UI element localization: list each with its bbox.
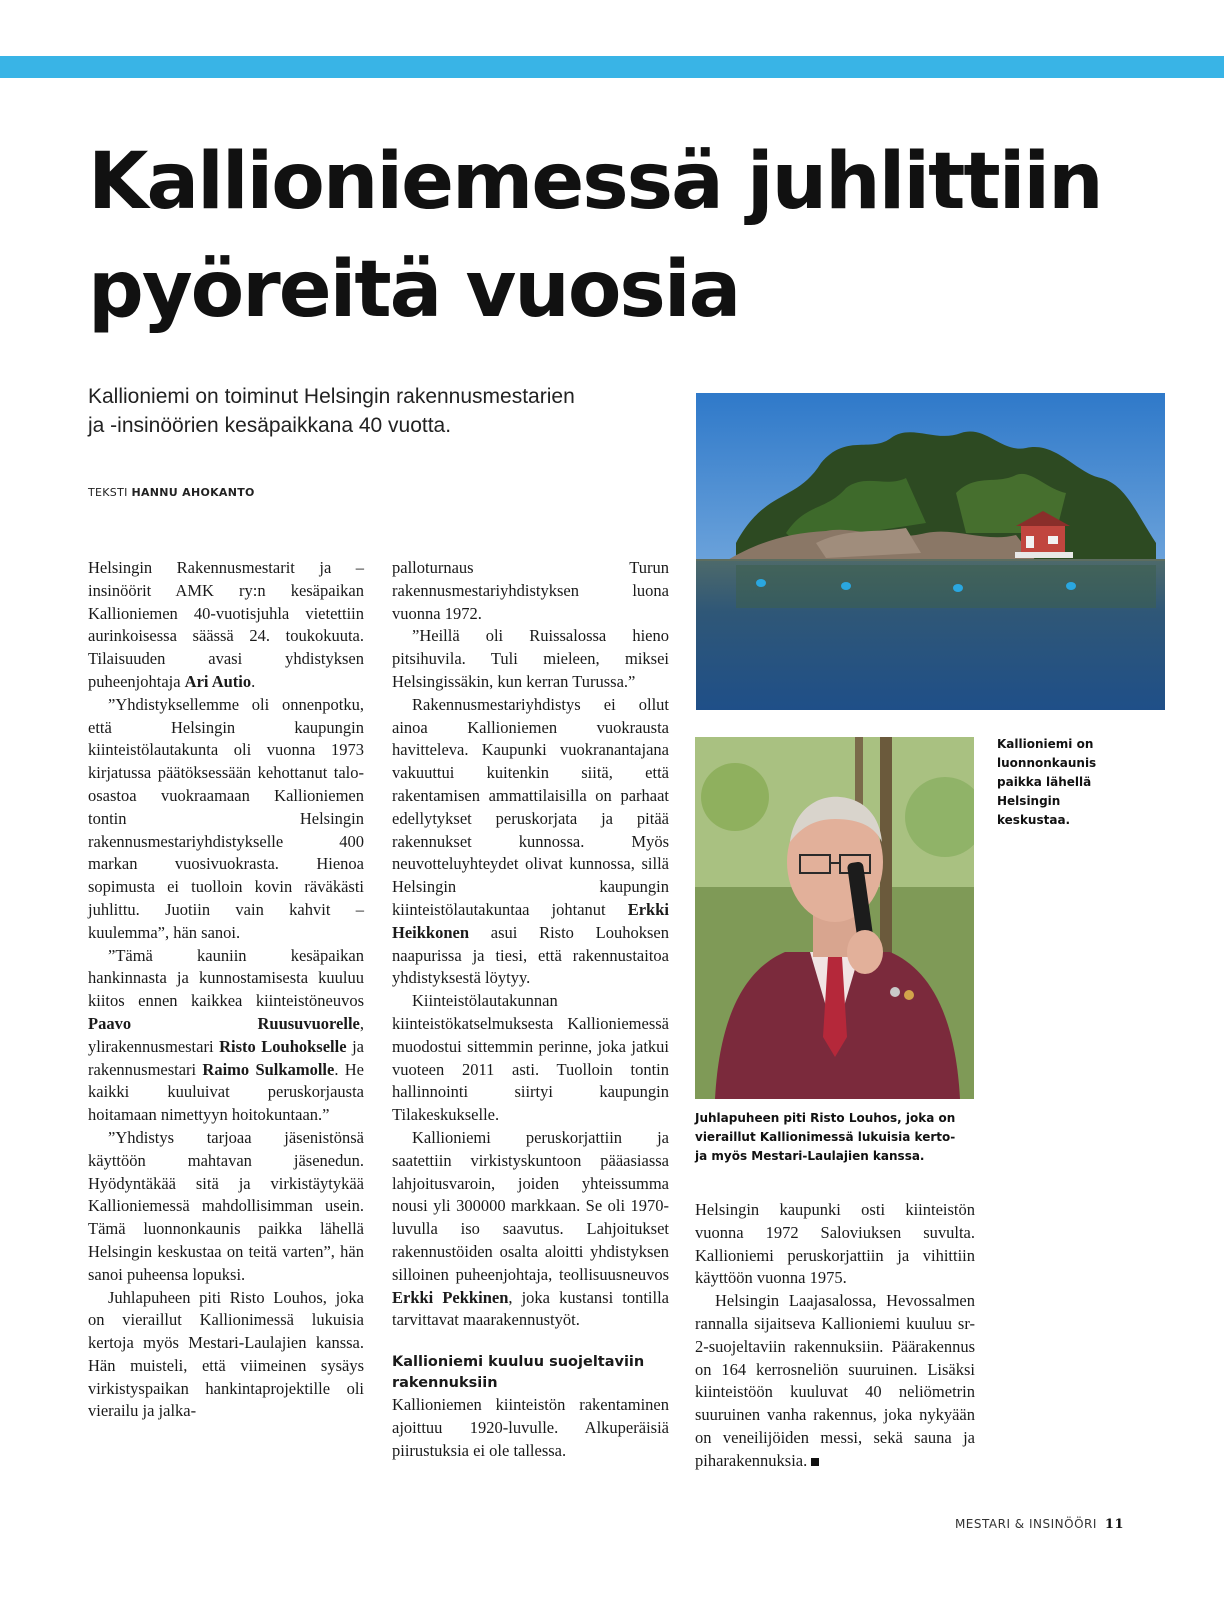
page-footer — [955, 1517, 1124, 1532]
paragraph: Helsingin Laajasalossa, Hevossalmen rannalla sijaitseva Kallioniemi kuuluu sr-2-suojeltaviin rakennuksiin. Päärakennus on 164 kerrosneliön suuruinen. Lisäksi kiinteistöön kuuluvat 40 neliömetrin suuruinen vanha rakennus, joka nykyään on veneilijöiden messi, sekä sauna ja piharakennuksia. — [695, 1291, 975, 1470]
photo-caption-lake: Kallioniemi on luonnonkaunis paikka lähellä Helsingin keskustaa. — [997, 737, 1097, 827]
person-name: Risto Louhokselle — [219, 1036, 347, 1056]
byline — [88, 486, 255, 499]
paragraph: ”Yhdistys tarjoaa jäsenistönsä käyttöön mahtavan jäsenedun. Hyödyntäkää sitä ja virkistäytykää Kallioniemessä mahdollisimman usein. Tämä luonnonkaunis paikka lähellä Helsingin keskustaa on teitä varten”, hän sanoi puheensa lopuksi. — [88, 1127, 364, 1284]
byline-label: TEKSTI — [88, 486, 128, 499]
person-name: Erkki Heikkonen — [392, 899, 669, 942]
paragraph: palloturnaus Turun rakennusmestariyhdistyksen luona vuonna 1972. — [392, 558, 669, 623]
paragraph: ”Yhdistyksellemme oli onnenpotku, että Helsingin kaupungin kiinteistölautakunta oli vuonna 1973 kirjatussa päätöksessään kehottanut talo-osastoa vuokraamaan Kallioniemen tontin Helsingin rakennusmestariyhdistykselle 400 markan vuosivuokrasta. Hienoa sopimusta ei tuolloin kovin räväkästi juhlittu. Juotiin vain kahvit – kuulemma”, hän sanoi. — [88, 694, 364, 942]
paragraph: ”Heillä oli Ruissalossa hieno pitsihuvila. Tuli mieleen, miksei Helsingissäkin, kun kerran Turussa.” — [392, 626, 669, 691]
headline-line-1: Kallioniemessä juhlittiin — [88, 137, 1102, 227]
speaker-illustration — [695, 737, 974, 1099]
text-column-2 — [392, 557, 669, 1462]
section-subheading: Kallioniemi kuuluu suojeltaviin rakennuksiin — [392, 1354, 645, 1392]
paragraph: Helsingin Rakennusmestarit ja –insinöörit AMK ry:n kesäpaikan Kallioniemen 40-vuotisjuhla vietettiin aurinkoisessa säässä 24. toukokuuta. Tilaisuuden avasi yhdistyksen puheenjohtaja Ari Autio. — [88, 558, 364, 691]
top-accent-bar — [0, 56, 1224, 78]
text-column-1 — [88, 557, 364, 1423]
paragraph: Rakennusmestariyhdistys ei ollut ainoa Kallioniemen vuokrausta havitteleva. Kaupunki vuokranantajana vakuuttui kuitenkin siitä, että rakentamisen ammattilaisilla on parhaat edellytykset peruskorjata ja pitää rakennukset kunnossa. Myös neuvotteluyhteydet olivat kunnossa, sillä Helsingin kaupungin kiinteistölautakuntaa johtanut Erkki Heikkonen asui Risto Louhoksen naapurissa ja tiesi, että rakennustaitoa yhdistyksestä löytyy. — [392, 694, 669, 988]
paragraph: Kiinteistölautakunnan kiinteistökatselmuksesta Kallioniemessä muodostui sittemmin perinne, joka jatkui vuoteen 2011 asti. Tuolloin tontin hallinnointi siirtyi kaupungin Tilakeskukselle. — [392, 991, 669, 1125]
byline-author: HANNU AHOKANTO — [131, 486, 255, 499]
person-name: Erkki Pekkinen — [392, 1287, 509, 1307]
person-name: Ari Autio — [184, 671, 252, 691]
paragraph: ”Tämä kauniin kesäpaikan hankinnasta ja kunnostamisesta kuuluu kiitos ennen kaikkea kiinteistöneuvos Paavo Ruusuvuorelle, ylirakennusmestari Risto Louhokselle ja rakennusmestari Raimo Sulkamolle. He kaikki kuuluivat peruskorjausta hoitamaan nimettyyn hoitokuntaan.” — [88, 945, 364, 1125]
magazine-name: MESTARI & INSINÖÖRI — [954, 1517, 1097, 1531]
lake-island-photo — [696, 393, 1165, 710]
speaker-photo — [695, 737, 974, 1099]
person-name: Paavo Ruusuvuorelle — [88, 1013, 360, 1033]
paragraph: Juhlapuheen piti Risto Louhos, joka on vieraillut Kallionimessä lukuisia kertoja myös Mestari-Laulajien kanssa. Hän muisteli, että viimeinen sysäys virkistyspaikan hankintaprojektille oli vierailu ja jalka- — [88, 1287, 364, 1421]
lead-line-1: Kallioniemi on toiminut Helsingin rakennusmestarien — [88, 385, 575, 408]
paragraph: Helsingin kaupunki osti kiinteistön vuonna 1972 Saloviuksen suvulta. Kallioniemi peruskorjattiin ja vihittiin käyttöön vuonna 1975. — [695, 1200, 975, 1288]
text-column-3 — [695, 1199, 975, 1473]
person-name: Raimo Sulkamolle — [202, 1059, 335, 1079]
photo-caption-speaker: Juhlapuheen piti Risto Louhos, joka on vieraillut Kallionimessä lukuisia kerto- ja myös Mestari-Laulajien kanssa. — [695, 1111, 956, 1163]
page-number: 11 — [1104, 1517, 1124, 1532]
lead-line-2: ja -insinöörien kesäpaikkana 40 vuotta. — [88, 414, 452, 437]
lake-island-illustration — [696, 393, 1165, 710]
headline-line-2: pyöreitä vuosia — [88, 245, 740, 335]
paragraph: Kallioniemen kiinteistön rakentaminen ajoittuu 1920-luvulle. Alkuperäisiä piirustuksia ei ole tallessa. — [392, 1395, 669, 1460]
article-lead — [88, 382, 688, 440]
end-mark-icon — [811, 1458, 819, 1466]
paragraph: Kallioniemi peruskorjattiin ja saatettiin virkistyskuntoon pääasiassa lahjoitusvaroin, joiden yhteissumma nousi yli 300000 markkaan. Se oli 1970-luvulla iso saavutus. Lahjoitukset rakennustöiden osalta aloitti yhdistyksen silloinen puheenjohtaja, teollisuusneuvos Erkki Pekkinen, joka kustansi tontilla tarvittavat maarakennustyöt. — [392, 1127, 669, 1330]
article-headline — [88, 128, 1168, 344]
